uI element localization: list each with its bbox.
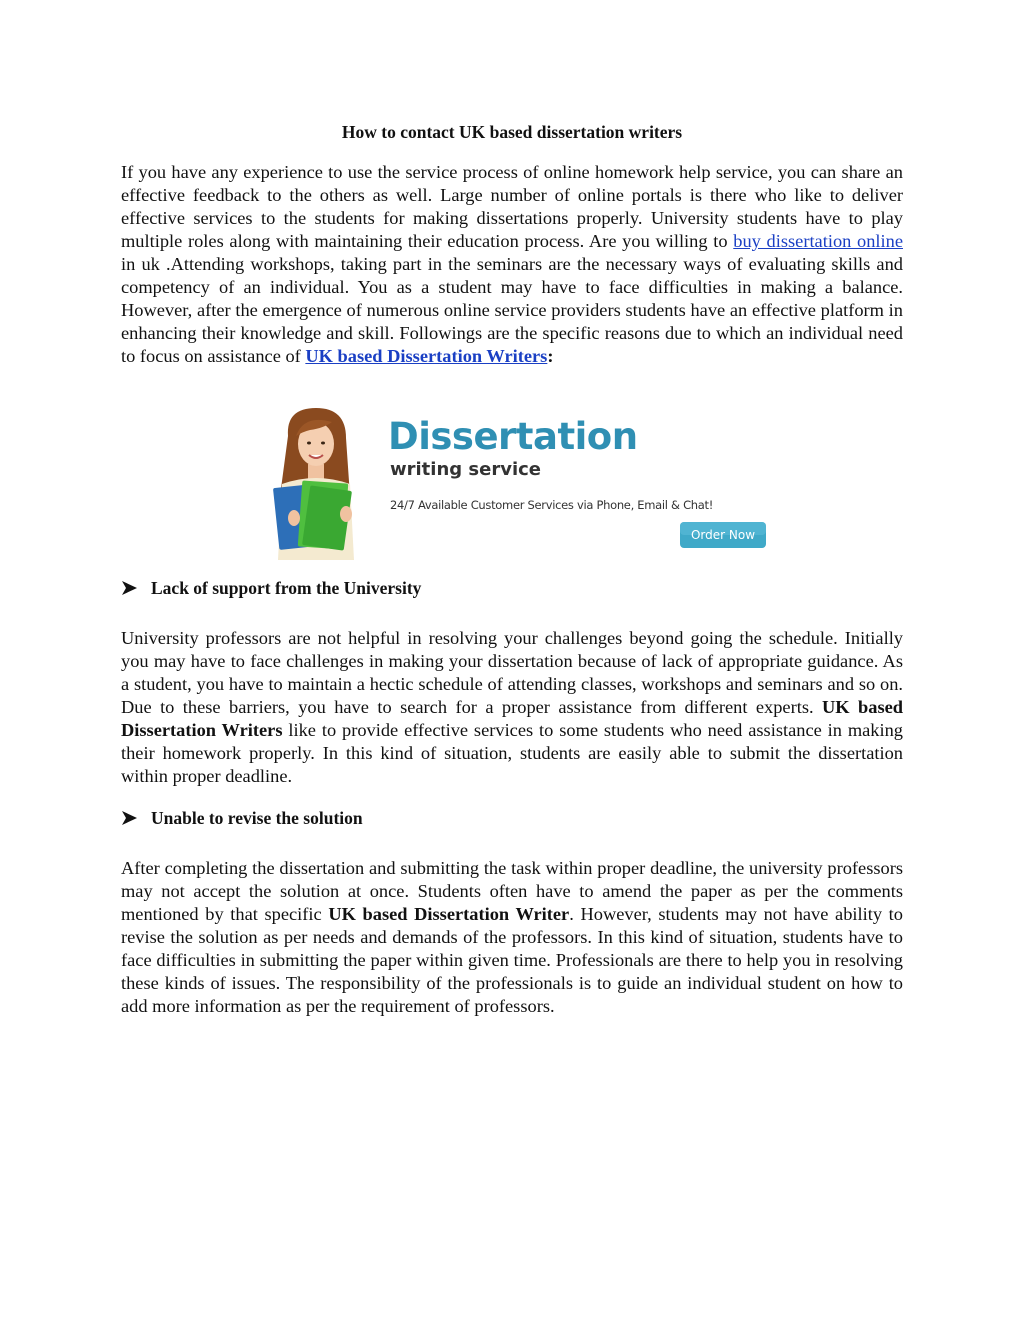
section-bold-text: UK based Dissertation Writer — [328, 904, 570, 924]
arrowhead-bullet-icon — [121, 810, 138, 826]
section-heading-text: Lack of support from the University — [151, 578, 422, 598]
section-paragraph-lack-of-support — [121, 627, 903, 788]
intro-text-3: : — [547, 346, 554, 366]
section-heading-text: Unable to revise the solution — [151, 808, 363, 828]
intro-paragraph — [121, 161, 903, 368]
intro-text-1: If you have any experience to use the service process of online homework help service, you can share an effective feedback to the others as well. Large number of online portals is there who like to deliver effective services to the students for making dissertations properly. University students have to play multiple roles along with maintaining their education process. Are you willing to — [121, 162, 903, 251]
section-heading-lack-of-support — [121, 577, 421, 599]
dissertation-service-banner[interactable] — [266, 406, 770, 560]
section-text-before: After completing the dissertation and submitting the task within proper deadline, the university professors may not accept the solution at once. Students often have to amend the paper as per the comments mentioned by that specific — [121, 858, 903, 924]
buy-dissertation-online-link[interactable]: buy dissertation online — [733, 231, 903, 251]
section-text-after: like to provide effective services to some students who need assistance in making their homework properly. In this kind of situation, students are easily able to submit the dissertation within proper deadline. — [121, 720, 903, 786]
arrowhead-bullet-icon — [121, 580, 138, 596]
banner-tagline: 24/7 Available Customer Services via Phone, Email & Chat! — [390, 498, 714, 512]
intro-text-2: in uk .Attending workshops, taking part in the seminars are the necessary ways of evaluating skills and competency of an individual. You as a student may have to face difficulties in making a balance. However, after the emergence of numerous online service providers students have an effective platform in enhancing their knowledge and skill. Followings are the specific reasons due to which an individual need to focus on assistance of — [121, 254, 903, 366]
banner-title: Dissertation — [388, 415, 638, 458]
section-heading-unable-to-revise — [121, 807, 363, 829]
page-title: How to contact UK based dissertation writers — [341, 122, 683, 142]
section-text-after: . However, students may not have ability to revise the solution as per needs and demands of the professors. In this kind of situation, students have to face difficulties in submitting the paper within given time. Professionals are there to help you in resolving these kinds of issues. The responsibility of the professionals is to guide an individual student on how to add more information as per the requirement of professors. — [121, 904, 903, 1016]
order-now-label[interactable]: Order Now — [690, 528, 756, 542]
section-paragraph-unable-to-revise — [121, 857, 903, 1018]
section-text-before: University professors are not helpful in resolving your challenges beyond going the schedule. Initially you may have to face challenges in making your dissertation because of lack of appropriate guidance. As a student, you have to maintain a hectic schedule of attending classes, workshops and seminars and so on. Due to these barriers, you have to search for a proper assistance from different experts. — [121, 628, 903, 717]
section-bold-text: UK based Dissertation Writers — [121, 697, 903, 740]
uk-based-dissertation-writers-link[interactable]: UK based Dissertation Writers — [305, 346, 548, 366]
banner-subtitle: writing service — [390, 459, 541, 480]
student-illustration — [273, 408, 354, 560]
